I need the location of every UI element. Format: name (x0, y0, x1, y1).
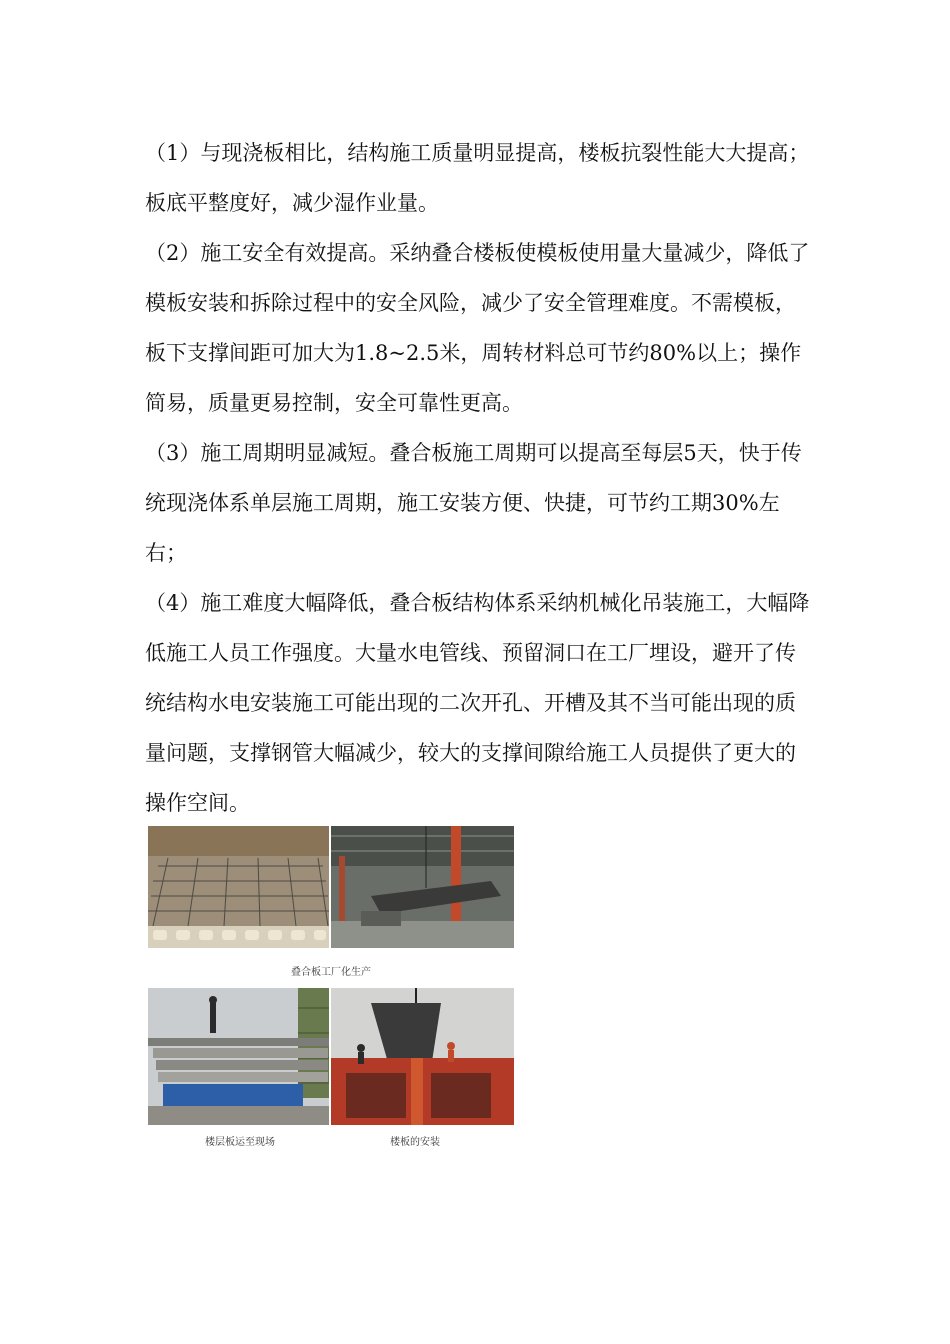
factory-crane-photo (331, 826, 514, 948)
slab-transport-photo (148, 988, 329, 1125)
site-photos (148, 988, 514, 1125)
caption-factory-production: 叠合板工厂化生产 (291, 967, 371, 978)
paragraph-3: （3）施工周期明显减短。叠合板施工周期可以提高至每层5天，快于传统现浇体系单层施工周期，施工安装方便、快捷，可节约工期30%左右； (145, 441, 802, 565)
paragraph-2: （2）施工安全有效提高。采纳叠合楼板使模板使用量大量减少，降低了模板安装和拆除过程中的安全风险，减少了安全管理难度。不需模板，板下支撑间距可加大为1.8~2.5米，周转材料总可节约80%以上；操作简易，质量更易控制，安全可靠性更高。 (145, 241, 810, 415)
caption-slab-transport: 楼层板运至现场 (205, 1137, 275, 1148)
slab-installation-photo (331, 988, 514, 1125)
caption-slab-installation: 楼板的安装 (390, 1137, 440, 1148)
paragraph-1: （1）与现浇板相比，结构施工质量明显提高，楼板抗裂性能大大提高；板底平整度好，减少湿作业量。 (145, 141, 810, 215)
precast-slab-rebar-photo (148, 826, 329, 948)
paragraph-4: （4）施工难度大幅降低，叠合板结构体系采纳机械化吊装施工，大幅降低施工人员工作强度。大量水电管线、预留洞口在工厂埋设，避开了传统结构水电安装施工可能出现的二次开孔、开槽及其不当可能出现的质量问题，支撑钢管大幅减少，较大的支撑间隙给施工人员提供了更大的操作空间。 (145, 591, 810, 815)
factory-photos (148, 826, 514, 948)
